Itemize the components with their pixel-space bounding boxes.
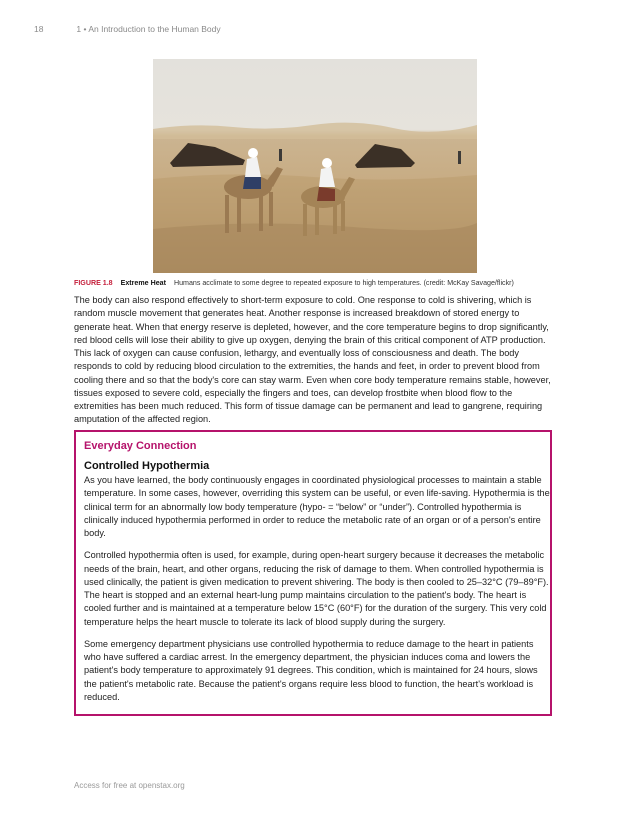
feature-title: Everyday Connection	[84, 440, 197, 452]
figure-photo-camels-desert	[153, 59, 477, 273]
body-paragraph: The body can also respond effectively to short-term exposure to cold. One response to cold is shivering, which is random muscle movement that generates heat. Another response is increased breakdown of stored energy to generate heat. When that energy reserve is depleted, however, and the core temperature begins to drop significantly, red blood cells will lose their ability to give up oxygen, denying the brain of this critical component of ATP production. This lack of oxygen can cause confusion, lethargy, and eventually loss of consciousness and death. The body responds to cold by reducing blood circulation to the extremities, the hands and feet, in order to prevent blood from cooling there and so that the body's core can stay warm. Even when core body temperature remains stable, however, tissues exposed to severe cold, especially the fingers and toes, can develop frostbite when blood flow to the extremities has been much reduced. This form of tissue damage can be permanent and lead to gangrene, requiring amputation of the affected region.	[74, 295, 551, 425]
figure-caption-text: Humans acclimate to some degree to repeated exposure to high temperatures. (credit: McKay Savage/flickr)	[173, 279, 514, 287]
figure-title: Extreme Heat	[120, 279, 166, 287]
page-header	[34, 24, 221, 34]
footer-link[interactable]: Access for free at openstax.org	[74, 781, 185, 790]
everyday-connection-box	[74, 430, 552, 716]
feature-paragraph: Some emergency department physicians use controlled hypothermia to reduce damage to the heart in patients who have suffered a cardiac arrest. In the emergency department, the physician induces coma and lowers the patient's body temperature to approximately 91 degrees. This condition, which is maintained for 24 hours, slows the patient's metabolic rate. Because the patient's organs require less blood to function, the heart's workload is reduced.	[84, 638, 538, 702]
figure-caption	[74, 279, 564, 288]
chapter-title: 1 • An Introduction to the Human Body	[76, 24, 221, 34]
figure-label: FIGURE 1.8	[74, 279, 113, 287]
page-number: 18	[34, 24, 44, 34]
feature-paragraph: Controlled hypothermia often is used, for example, during open-heart surgery because it decreases the metabolic needs of the brain, heart, and other organs, reducing the risk of damage to them. When controlled hypothermia is used clinically, the patient is given medication to prevent shivering. The body is then cooled to 25–32°C (79–89°F). The heart is stopped and an external heart-lung pump maintains circulation to the patient's body. The heart is cooled further and is maintained at a temperature below 15°C (60°F) for the duration of the surgery. This very cold temperature helps the heart muscle to tolerate its lack of blood supply during the surgery.	[84, 550, 549, 627]
feature-heading: Controlled Hypothermia	[84, 460, 210, 472]
feature-paragraph: As you have learned, the body continuously engages in coordinated physiological processes to maintain a stable temperature. In some cases, however, overriding this system can be useful, or even life-saving. Hypothermia is the clinical term for an abnormally low body temperature (hypo- = “below” or “under”). Controlled hypothermia is clinically induced hypothermia performed in order to reduce the metabolic rate of an organ or of a person's entire body.	[84, 475, 550, 538]
